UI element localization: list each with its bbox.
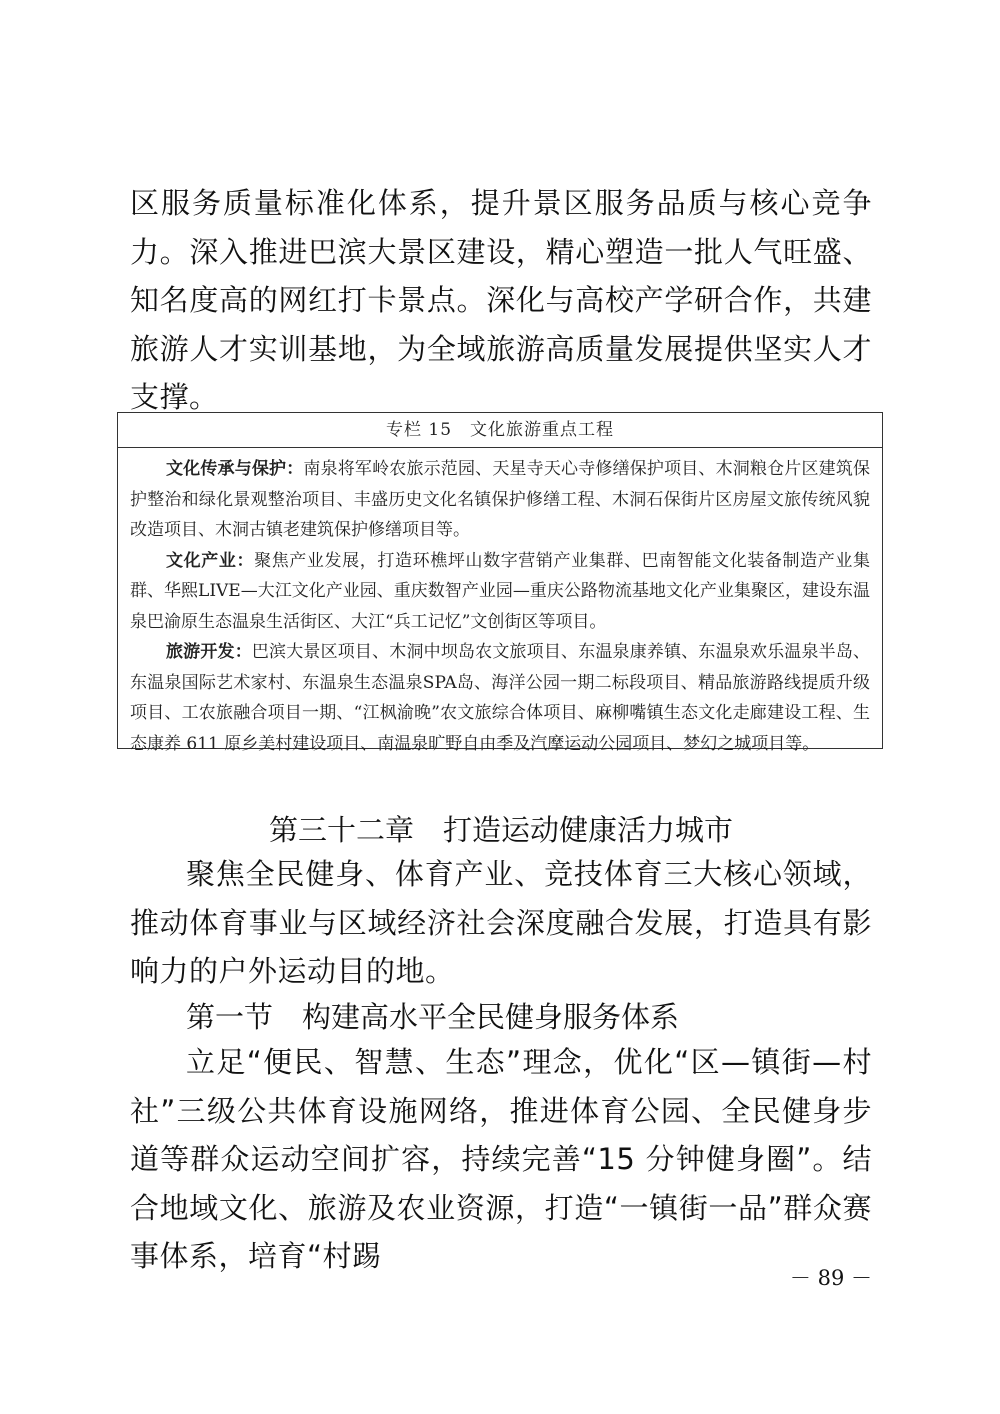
page-number: － 89 － [789, 1266, 872, 1290]
feature-box-body [118, 448, 882, 759]
feature-box-item-text: 南泉将军岭农旅示范园、天星寺天心寺修缮保护项目、木洞粮仓片区建筑保护整治和绿化景观整治项目、丰盛历史文化名镇保护修缮工程、木洞石保街片区房屋文旅传统风貌改造项目、木洞古镇老建筑保护修缮项目等。 [130, 459, 871, 540]
section-paragraph: 立足“便民、智慧、生态”理念，优化“区—镇街—村社”三级公共体育设施网络，推进体育公园、全民健身步道等群众运动空间扩容，持续完善“15 分钟健身圈”。结合地域文化、旅游及农业资源，打造“一镇街一品”群众赛事体系，培育“村踢 [130, 1045, 872, 1273]
chapter-heading: 第三十二章 打造运动健康活力城市 [268, 813, 733, 847]
feature-box-item-text: 聚焦产业发展，打造环樵坪山数字营销产业集群、巴南智能文化装备制造产业集群、华熙LIVE—大江文化产业园、重庆数智产业园—重庆公路物流基地文化产业集聚区，建设东温泉巴渝原生态温泉生活街区、大江“兵工记忆”文创街区等项目。 [130, 550, 870, 632]
feature-box-item-heading: 文化传承与保护： [166, 459, 304, 479]
feature-box-item-heading: 文化产业： [166, 550, 255, 571]
chapter-paragraph: 聚焦全民健身、体育产业、竞技体育三大核心领域，推动体育事业与区域经济社会深度融合发展，打造具有影响力的户外运动目的地。 [130, 857, 872, 988]
body-paragraph: 区服务质量标准化体系，提升景区服务品质与核心竞争力。深入推进巴滨大景区建设，精心塑造一批人气旺盛、知名度高的网红打卡景点。深化与高校产学研合作，共建旅游人才实训基地，为全域旅游高质量发展提供坚实人才支撑。 [130, 186, 872, 414]
feature-box-title: 专栏 15 文化旅游重点工程 [118, 413, 882, 448]
feature-box-item [130, 546, 870, 638]
feature-box-item [130, 454, 870, 546]
feature-box [117, 412, 883, 754]
feature-box-item [130, 637, 870, 759]
feature-box-item-heading: 旅游开发： [166, 642, 252, 662]
section-heading: 第一节 构建高水平全民健身服务体系 [186, 1000, 680, 1034]
feature-box-item-text: 巴滨大景区项目、木洞中坝岛农文旅项目、东温泉康养镇、东温泉欢乐温泉半岛、东温泉国际艺术家村、东温泉生态温泉SPA岛、海洋公园一期二标段项目、精品旅游路线提质升级项目、工农旅融合项目一期、“江枫渝晚”农文旅综合体项目、麻柳嘴镇生态文化走廊建设工程、生态康养 611 原乡美村建设项目、南温泉旷野自由季及汽摩运动公园项目、梦幻之城项目等。 [130, 642, 870, 754]
